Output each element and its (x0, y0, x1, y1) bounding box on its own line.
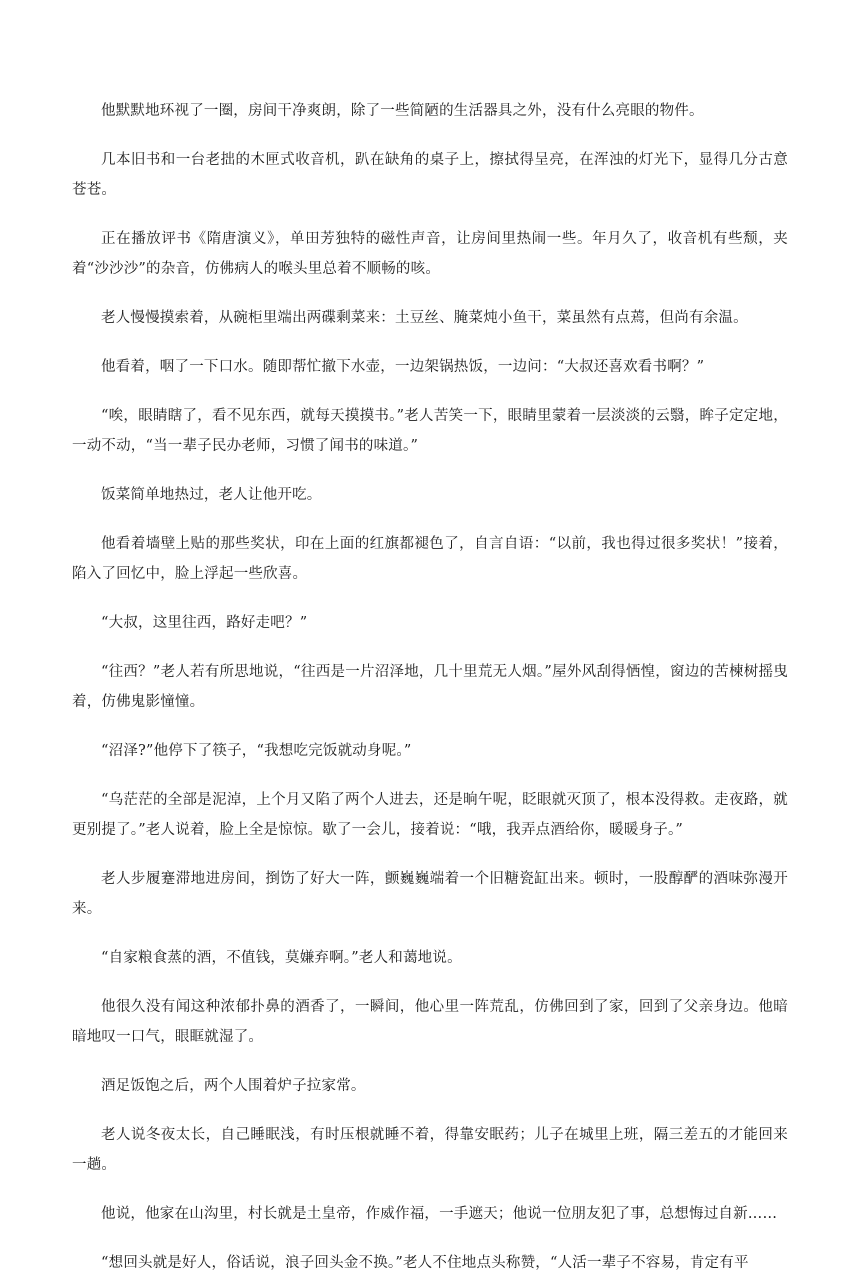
paragraph-4: 老人慢慢摸索着，从碗柜里端出两碟剩菜来：土豆丝、腌菜炖小鱼干，菜虽然有点蔫，但尚有余温。 (101, 310, 748, 326)
paragraph-8: 他看着墙壁上贴的那些奖状，印在上面的红旗都褪色了，自言自语：“以前，我也得过很多奖状！”接着，陷入了回忆中，脸上浮起一些欣喜。 (72, 536, 788, 582)
paragraph-1: 他默默地环视了一圈，房间干净爽朗，除了一些简陋的生活器具之外，没有什么亮眼的物件。 (101, 103, 704, 119)
paragraph-19: “想回头就是好人，俗话说，浪子回头金不换。”老人不住地点头称赞，“人活一辈子不容易，肯定有平 (101, 1255, 749, 1271)
paragraph-13: 老人步履蹇滞地进房间，捯饬了好大一阵，颤巍巍端着一个旧糖瓷缸出来。顿时，一股醇酽的酒味弥漫开来。 (72, 871, 788, 917)
paragraph-10: “往西？”老人若有所思地说，“往西是一片沼泽地，几十里荒无人烟。”屋外风刮得恓惶，窗边的苦楝树摇曳着，仿佛鬼影憧憧。 (72, 664, 788, 710)
paragraph-12: “乌茫茫的全部是泥淖，上个月又陷了两个人进去，还是晌午呢，眨眼就灭顶了，根本没得救。走夜路，就更别提了。”老人说着，脸上全是惊惊。歇了一会儿，接着说：“哦，我弄点酒给你，暖暖身子。” (72, 792, 788, 838)
paragraph-16: 酒足饭饱之后，两个人围着炉子拉家常。 (101, 1078, 366, 1094)
paragraph-2: 几本旧书和一台老拙的木匣式收音机，趴在缺角的桌子上，擦拭得呈亮，在浑浊的灯光下，显得几分古意苍苍。 (72, 152, 788, 198)
paragraph-5: 他看着，咽了一下口水。随即帮忙撤下水壶，一边架锅热饭，一边问：“大叔还喜欢看书啊？” (101, 359, 705, 375)
paragraph-18: 他说，他家在山沟里，村长就是土皇帝，作威作福，一手遮天；他说一位朋友犯了事，总想悔过自新…… (101, 1206, 778, 1222)
paragraph-7: 饭菜简单地热过，老人让他开吃。 (101, 487, 322, 503)
paragraph-14: “自家粮食蒸的酒，不值钱，莫嫌弃啊。”老人和蔼地说。 (101, 950, 462, 966)
paragraph-3: 正在播放评书《隋唐演义》，单田芳独特的磁性声音，让房间里热闹一些。年月久了，收音机有些颓，夹着“沙沙沙”的杂音，仿佛病人的喉头里总着不顺畅的咳。 (72, 231, 788, 277)
paragraph-17: 老人说冬夜太长，自己睡眠浅，有时压根就睡不着，得靠安眠药；儿子在城里上班，隔三差五的才能回来一趟。 (72, 1127, 788, 1173)
paragraph-9: “大叔，这里往西，路好走吧？” (101, 615, 308, 631)
paragraph-15: 他很久没有闻这种浓郁扑鼻的酒香了，一瞬间，他心里一阵荒乱，仿佛回到了家，回到了父亲身边。他暗暗地叹一口气，眼眶就湿了。 (72, 999, 788, 1045)
paragraph-6: “唉，眼睛瞎了，看不见东西，就每天摸摸书。”老人苦笑一下，眼睛里蒙着一层淡淡的云翳，眸子定定地，一动不动，“当一辈子民办老师，习惯了闻书的味道。” (72, 408, 788, 454)
paragraph-11: “沼泽?”他停下了筷子，“我想吃完饭就动身呢。” (101, 743, 412, 759)
